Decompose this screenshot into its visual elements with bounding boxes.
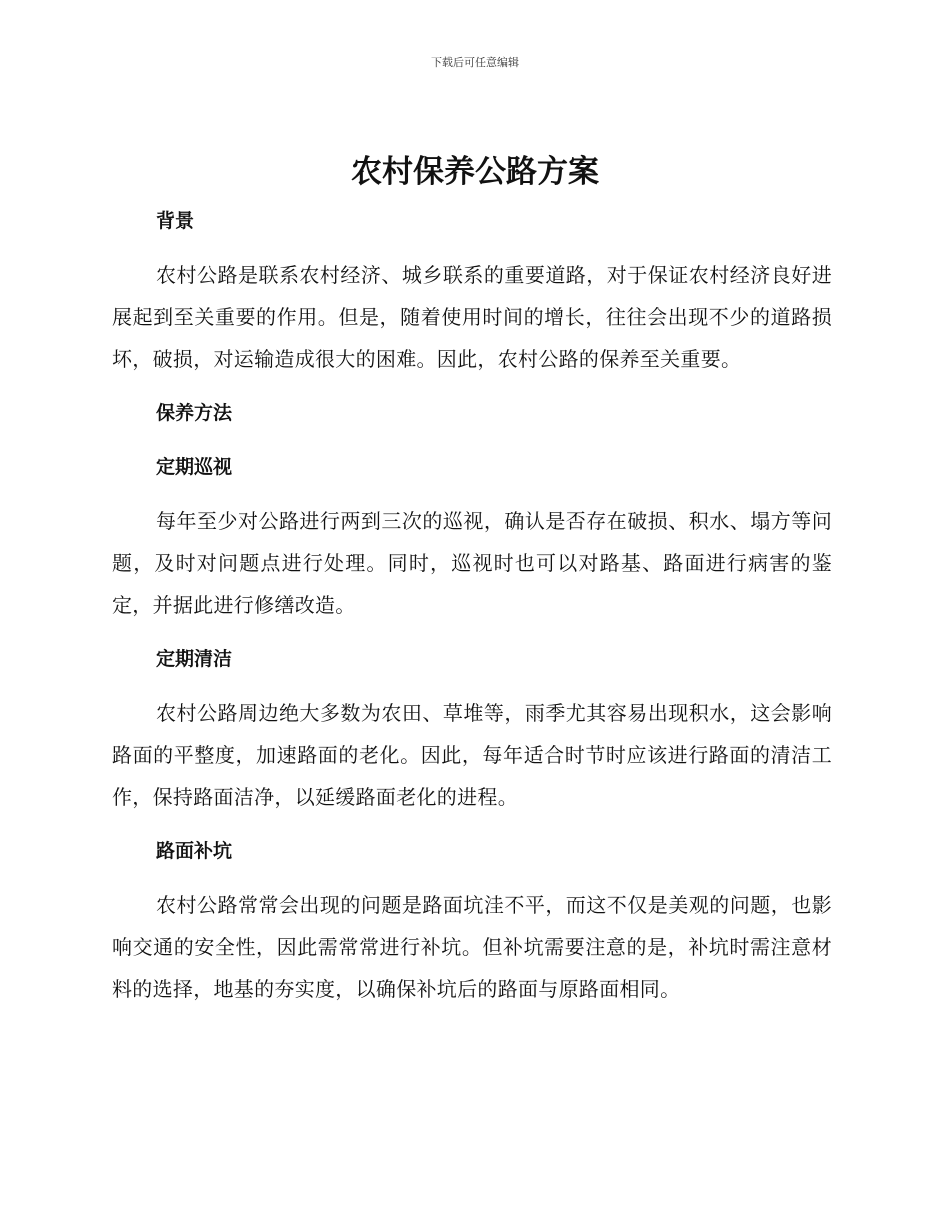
section-heading-pothole-repair: 路面补坑 (156, 840, 233, 862)
paragraph-regular-cleaning: 农村公路周边绝大多数为农田、草堆等，雨季尤其容易出现积水，这会影响路面的平整度，加速路面的老化。因此，每年适合时节时应该进行路面的清洁工作，保持路面洁净，以延缓路面老化的进程。 (112, 701, 832, 809)
section-heading-regular-cleaning: 定期清洁 (156, 648, 233, 670)
paragraph-pothole-repair: 农村公路常常会出现的问题是路面坑洼不平，而这不仅是美观的问题，也影响交通的安全性，因此需常常进行补坑。但补坑需要注意的是，补坑时需注意材料的选择，地基的夯实度，以确保补坑后的路面与原路面相同。 (112, 893, 832, 1001)
section-heading-background: 背景 (156, 210, 195, 232)
section-heading-maintenance-methods: 保养方法 (156, 402, 233, 424)
paragraph-regular-inspection: 每年至少对公路进行两到三次的巡视，确认是否存在破损、积水、塌方等问题，及时对问题点进行处理。同时，巡视时也可以对路基、路面进行病害的鉴定，并据此进行修缮改造。 (112, 509, 832, 617)
paragraph-background: 农村公路是联系农村经济、城乡联系的重要道路，对于保证农村经济良好进展起到至关重要的作用。但是，随着使用时间的增长，往往会出现不少的道路损坏，破损，对运输造成很大的困难。因此，农村公路的保养至关重要。 (112, 263, 832, 371)
document-body (112, 200, 832, 1022)
document-title: 农村保养公路方案 (351, 154, 599, 190)
header-note: 下载后可任意编辑 (431, 56, 519, 69)
section-heading-regular-inspection: 定期巡视 (156, 456, 233, 478)
